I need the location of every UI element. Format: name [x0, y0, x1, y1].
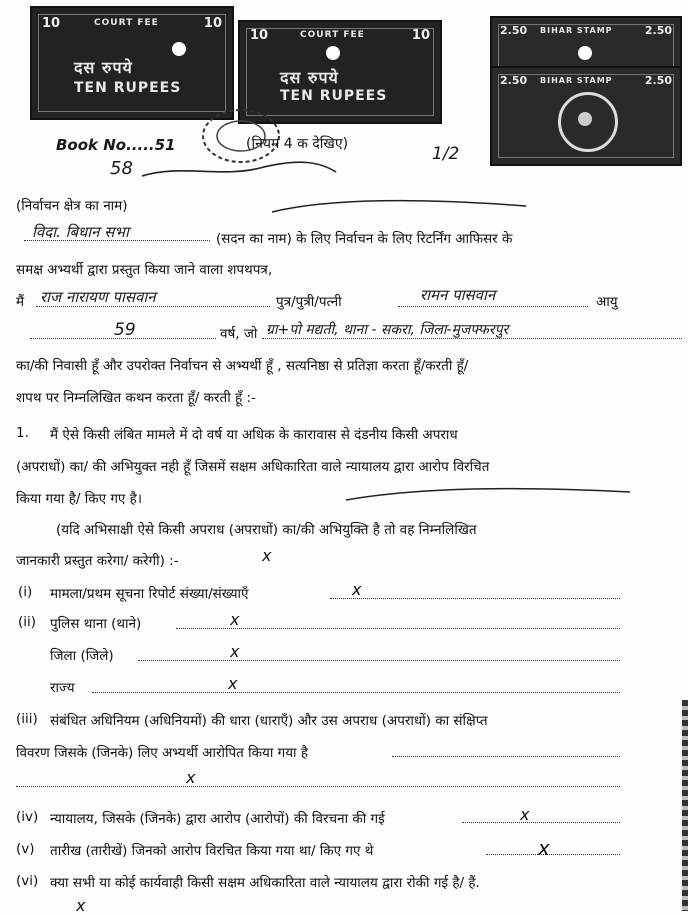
constituency-value: विदा. बिधान सभा — [32, 223, 129, 241]
page-reference: 58 — [110, 158, 133, 179]
cross-mark: x — [228, 674, 238, 693]
sheet-number: 1/2 — [432, 144, 460, 164]
cross-mark: x — [352, 580, 362, 599]
stamp-value: 2.50 — [644, 74, 672, 87]
scribble-underline — [140, 158, 340, 182]
para-2-line-2: जानकारी प्रस्तुत करेगा/ करेगी) :- — [16, 553, 179, 569]
item-vi-number: (vi) — [16, 873, 39, 889]
item-iii-line-2: विवरण जिसके (जिनके) लिए अभ्यर्थी आरोपित किया गया है — [16, 745, 308, 761]
address-value: ग्रा+पो मद्यती, थाना - सकरा, जिला-मुजफ्फरपुर — [266, 322, 509, 338]
flourish-line — [270, 196, 530, 218]
house-line: (सदन का नाम) के लिए निर्वाचन के लिए रिटर्निंग आफिसर के — [216, 231, 513, 247]
stamp-value: 10 — [42, 16, 61, 31]
constituency-label: (निर्वाचन क्षेत्र का नाम) — [16, 198, 128, 214]
stamp-bottom-text: TEN RUPEES — [280, 88, 388, 104]
stamp-value: 10 — [411, 28, 430, 43]
years-label: वर्ष, जो — [220, 326, 258, 342]
court-fee-stamp-1 — [30, 6, 234, 120]
para-1-line-1: मैं ऐसे किसी लंबित मामले में दो वर्ष या अधिक के कारावास से दंडनीय किसी अपराध — [50, 427, 458, 443]
cross-mark: x — [230, 642, 240, 661]
stamp-bottom-text: TEN RUPEES — [74, 80, 182, 96]
flourish-line — [344, 484, 634, 506]
stamp-value: 10 — [203, 16, 222, 31]
cross-mark: x — [520, 805, 530, 824]
stamp-top-text: COURT FEE — [300, 30, 365, 40]
para-1-line-3: किया गया है/ किए गए है। — [16, 491, 142, 507]
item-iv-number: (iv) — [16, 809, 39, 825]
stamp-value: 2.50 — [644, 24, 672, 37]
affidavit-line: समक्ष अभ्यर्थी द्वारा प्रस्तुत किया जाने वाला शपथपत्र, — [16, 262, 273, 278]
cross-mark: x — [186, 768, 196, 787]
item-iii-line-1: संबंधित अधिनियम (अधिनियमों) की धारा (धाराएँ) और उस अपराध (अपराधों) का संक्षिप्त — [50, 713, 488, 729]
oath-line: शपथ पर निम्नलिखित कथन करता हूँ/ करती हूँ :- — [16, 390, 256, 406]
cross-mark: x — [230, 610, 240, 629]
para-1-line-2: (अपराधों) का/ की अभियुक्त नही हूँ जिसमें सक्षम अधिकारिता वाले न्यायालय द्वारा आरोप विरचित — [16, 459, 490, 475]
stamp-mid-text: दस रुपये — [74, 58, 133, 77]
item-ii-text: पुलिस थाना (थाने) — [50, 616, 142, 632]
state-label: राज्य — [50, 680, 75, 696]
para-2-line-1: (यदि अभिसाक्षी ऐसे किसी अपराध (अपराधों) का/की अभियुक्ति है तो वह निम्नलिखित — [56, 522, 477, 538]
stamp-top-text: BIHAR STAMP — [540, 76, 613, 85]
item-iii-number: (iii) — [16, 711, 38, 727]
district-label: जिला (जिले) — [50, 648, 114, 664]
para-1-number: 1. — [16, 425, 29, 441]
stamp-value: 2.50 — [500, 74, 528, 87]
cross-mark: x — [76, 896, 86, 915]
main-label: मैं — [16, 294, 25, 310]
age-label: आयु — [596, 294, 618, 310]
scan-edge — [682, 700, 688, 911]
item-ii-number: (ii) — [18, 614, 37, 630]
cross-mark: x — [538, 836, 550, 860]
stamp-mid-text: दस रुपये — [280, 68, 339, 87]
item-v-text: तारीख (तारीखें) जिनको आरोप विरचित किया गया था/ किए गए थे — [50, 843, 374, 859]
resident-line: का/की निवासी हूँ और उपरोक्त निर्वाचन से अभ्यर्थी हूँ , सत्यनिष्ठा से प्रतिज्ञा करता हूँ/करती हूँ/ — [16, 358, 469, 374]
name-value: राज नारायण पासवान — [40, 288, 156, 306]
son-of-label: पुत्र/पुत्री/पत्नी — [276, 294, 342, 310]
rule-reference: (नियम 4 क देखिए) — [246, 136, 349, 152]
item-v-number: (v) — [16, 841, 35, 857]
stamp-value: 10 — [250, 28, 269, 43]
stamp-value: 2.50 — [500, 24, 528, 37]
book-number: Book No.....51 — [56, 136, 176, 154]
stamp-top-text: COURT FEE — [94, 18, 159, 28]
stamp-top-text: BIHAR STAMP — [540, 26, 613, 35]
item-iv-text: न्यायालय, जिसके (जिनके) द्वारा आरोप (आरोपों) की विरचना की गई — [50, 811, 385, 827]
bihar-stamp-2 — [490, 66, 682, 166]
item-vi-text: क्या सभी या कोई कार्यवाही किसी सक्षम अधिकारिता वाले न्यायालय द्वारा रोकी गई है/ हैं. — [50, 875, 480, 891]
age-value: 59 — [114, 320, 136, 340]
item-i-text: मामला/प्रथम सूचना रिपोर्ट संख्या/संख्याएँ — [50, 586, 249, 602]
item-i-number: (i) — [18, 584, 33, 600]
father-name-value: रामन पासवान — [420, 286, 496, 304]
cross-mark: x — [262, 546, 272, 565]
